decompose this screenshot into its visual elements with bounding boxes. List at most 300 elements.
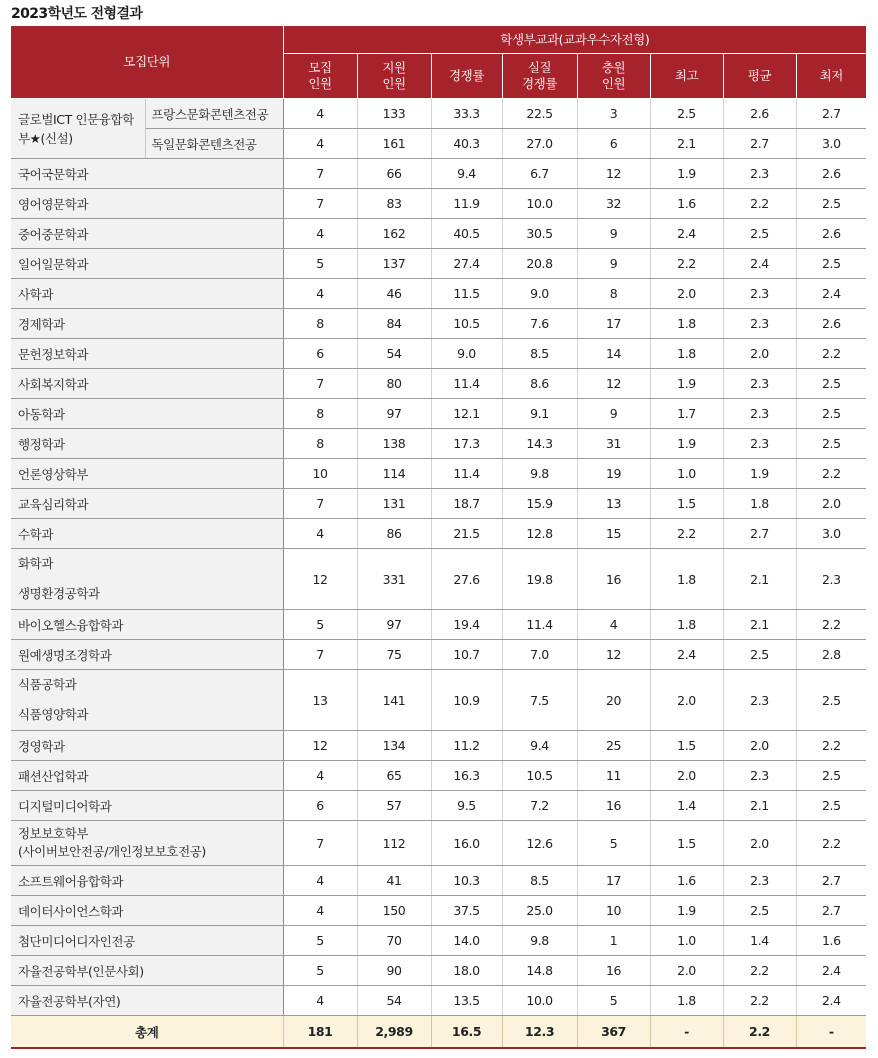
cell-quota: 8 (283, 429, 357, 459)
header-unit: 모집단위 (11, 26, 283, 99)
cell-ratio: 27.6 (431, 549, 502, 610)
cell-average: 2.2 (723, 1016, 796, 1049)
cell-average: 1.4 (723, 926, 796, 956)
cell-lowest: 2.6 (796, 309, 866, 339)
cell-average: 2.3 (723, 429, 796, 459)
cell-ratio: 13.5 (431, 986, 502, 1016)
unit-name: 화학과 (18, 556, 54, 571)
cell-ratio: 9.0 (431, 339, 502, 369)
cell-average: 2.3 (723, 399, 796, 429)
cell-lowest: 2.5 (796, 189, 866, 219)
unit-name: 첨단미디어디자인전공 (11, 926, 283, 956)
unit-name: 식품공학과 (18, 677, 77, 692)
cell-real-ratio: 9.8 (502, 459, 577, 489)
cell-quota: 13 (283, 670, 357, 731)
cell-additional: 10 (577, 896, 650, 926)
group-name: 글로벌ICT 인문융합학부★(신설) (11, 99, 145, 159)
cell-real-ratio: 10.0 (502, 189, 577, 219)
table-row (11, 610, 866, 640)
unit-name: 원예생명조경학과 (11, 640, 283, 670)
cell-real-ratio: 14.8 (502, 956, 577, 986)
cell-ratio: 14.0 (431, 926, 502, 956)
cell-additional: 1 (577, 926, 650, 956)
cell-real-ratio: 8.6 (502, 369, 577, 399)
unit-name: 패션산업학과 (11, 761, 283, 791)
cell-ratio: 40.5 (431, 219, 502, 249)
unit-name-merged (11, 549, 283, 610)
cell-quota: 7 (283, 189, 357, 219)
table-row (11, 926, 866, 956)
cell-average: 2.0 (723, 339, 796, 369)
cell-lowest: 2.2 (796, 731, 866, 761)
cell-quota: 4 (283, 519, 357, 549)
cell-highest: 2.0 (650, 956, 723, 986)
cell-ratio: 18.0 (431, 956, 502, 986)
table-row (11, 459, 866, 489)
cell-additional: 32 (577, 189, 650, 219)
cell-highest: 2.5 (650, 99, 723, 129)
cell-average: 2.3 (723, 159, 796, 189)
cell-real-ratio: 15.9 (502, 489, 577, 519)
cell-quota: 7 (283, 821, 357, 866)
table-row (11, 399, 866, 429)
cell-ratio: 11.4 (431, 459, 502, 489)
cell-additional: 6 (577, 129, 650, 159)
major-name: 독일문화콘텐츠전공 (145, 129, 283, 159)
table-row (11, 309, 866, 339)
cell-applicants: 141 (357, 670, 431, 731)
cell-ratio: 11.5 (431, 279, 502, 309)
cell-ratio: 16.5 (431, 1016, 502, 1049)
cell-real-ratio: 30.5 (502, 219, 577, 249)
cell-real-ratio: 20.8 (502, 249, 577, 279)
page-title: 2023학년도 전형결과 (11, 6, 143, 22)
unit-name: 사학과 (11, 279, 283, 309)
cell-quota: 4 (283, 986, 357, 1016)
cell-average: 2.7 (723, 519, 796, 549)
cell-additional: 12 (577, 640, 650, 670)
cell-average: 2.3 (723, 369, 796, 399)
table-row (11, 99, 866, 129)
cell-applicants: 138 (357, 429, 431, 459)
cell-ratio: 40.3 (431, 129, 502, 159)
cell-lowest: 2.2 (796, 821, 866, 866)
cell-lowest: 2.5 (796, 369, 866, 399)
cell-highest: 1.0 (650, 459, 723, 489)
header-col-real-ratio: 실질 경쟁률 (502, 54, 577, 99)
unit-name: 정보보호학부 (사이버보안전공/개인정보보호전공) (11, 821, 283, 866)
cell-quota: 4 (283, 279, 357, 309)
unit-name: 문헌정보학과 (11, 339, 283, 369)
cell-ratio: 21.5 (431, 519, 502, 549)
cell-applicants: 41 (357, 866, 431, 896)
cell-applicants: 331 (357, 549, 431, 610)
cell-quota: 8 (283, 399, 357, 429)
cell-additional: 15 (577, 519, 650, 549)
major-name: 프랑스문화콘텐츠전공 (145, 99, 283, 129)
table-row (11, 866, 866, 896)
cell-ratio: 10.3 (431, 866, 502, 896)
cell-additional: 16 (577, 956, 650, 986)
cell-applicants: 97 (357, 399, 431, 429)
cell-highest: 2.4 (650, 219, 723, 249)
cell-quota: 5 (283, 956, 357, 986)
cell-applicants: 161 (357, 129, 431, 159)
table-row (11, 821, 866, 866)
cell-quota: 12 (283, 731, 357, 761)
unit-name: 소프트웨어융합학과 (11, 866, 283, 896)
cell-ratio: 10.5 (431, 309, 502, 339)
unit-name: 디지털미디어학과 (11, 791, 283, 821)
table-row (11, 339, 866, 369)
cell-additional: 19 (577, 459, 650, 489)
cell-real-ratio: 19.8 (502, 549, 577, 610)
cell-average: 2.7 (723, 129, 796, 159)
cell-real-ratio: 9.1 (502, 399, 577, 429)
cell-average: 2.3 (723, 761, 796, 791)
cell-quota: 6 (283, 339, 357, 369)
cell-real-ratio: 10.5 (502, 761, 577, 791)
cell-average: 2.3 (723, 309, 796, 339)
cell-applicants: 57 (357, 791, 431, 821)
unit-name: 사회복지학과 (11, 369, 283, 399)
unit-name-merged (11, 670, 283, 731)
unit-name: 데이터사이언스학과 (11, 896, 283, 926)
cell-lowest: 3.0 (796, 129, 866, 159)
cell-additional: 20 (577, 670, 650, 731)
cell-average: 2.6 (723, 99, 796, 129)
cell-average: 2.1 (723, 549, 796, 610)
cell-quota: 4 (283, 761, 357, 791)
cell-highest: 2.2 (650, 519, 723, 549)
cell-highest: 1.9 (650, 896, 723, 926)
header-col-quota: 모집 인원 (283, 54, 357, 99)
cell-average: 2.5 (723, 219, 796, 249)
cell-applicants: 131 (357, 489, 431, 519)
cell-quota: 7 (283, 159, 357, 189)
header-col-applicants: 지원 인원 (357, 54, 431, 99)
cell-average: 2.1 (723, 610, 796, 640)
cell-highest: 2.0 (650, 761, 723, 791)
cell-highest: 1.7 (650, 399, 723, 429)
cell-ratio: 11.4 (431, 369, 502, 399)
cell-applicants: 134 (357, 731, 431, 761)
unit-name: 수학과 (11, 519, 283, 549)
table-row (11, 731, 866, 761)
cell-additional: 4 (577, 610, 650, 640)
cell-highest: 1.8 (650, 339, 723, 369)
cell-applicants: 54 (357, 339, 431, 369)
cell-lowest: 2.3 (796, 549, 866, 610)
cell-applicants: 97 (357, 610, 431, 640)
cell-average: 2.5 (723, 896, 796, 926)
cell-real-ratio: 14.3 (502, 429, 577, 459)
cell-ratio: 37.5 (431, 896, 502, 926)
total-label: 총계 (11, 1016, 283, 1049)
cell-lowest: 2.2 (796, 610, 866, 640)
unit-name: 생명환경공학과 (18, 586, 100, 601)
cell-applicants: 65 (357, 761, 431, 791)
cell-highest: 1.9 (650, 429, 723, 459)
cell-ratio: 11.9 (431, 189, 502, 219)
cell-average: 1.9 (723, 459, 796, 489)
cell-real-ratio: 8.5 (502, 339, 577, 369)
cell-highest: 1.8 (650, 549, 723, 610)
cell-average: 2.2 (723, 189, 796, 219)
unit-name: 중어중문학과 (11, 219, 283, 249)
cell-real-ratio: 27.0 (502, 129, 577, 159)
header-group: 학생부교과(교과우수자전형) (283, 26, 866, 54)
cell-quota: 10 (283, 459, 357, 489)
cell-lowest: 2.2 (796, 459, 866, 489)
cell-highest: 1.8 (650, 309, 723, 339)
cell-highest: 2.1 (650, 129, 723, 159)
unit-name: 식품영양학과 (18, 707, 89, 722)
cell-additional: 16 (577, 549, 650, 610)
cell-additional: 5 (577, 821, 650, 866)
cell-real-ratio: 9.8 (502, 926, 577, 956)
table-row (11, 956, 866, 986)
cell-additional: 367 (577, 1016, 650, 1049)
cell-lowest: 2.5 (796, 791, 866, 821)
cell-additional: 5 (577, 986, 650, 1016)
cell-quota: 5 (283, 249, 357, 279)
cell-lowest: 2.2 (796, 339, 866, 369)
cell-lowest: 2.5 (796, 429, 866, 459)
cell-real-ratio: 7.6 (502, 309, 577, 339)
cell-applicants: 86 (357, 519, 431, 549)
cell-ratio: 12.1 (431, 399, 502, 429)
cell-highest: 1.4 (650, 791, 723, 821)
cell-additional: 12 (577, 369, 650, 399)
cell-ratio: 17.3 (431, 429, 502, 459)
cell-lowest: 2.7 (796, 896, 866, 926)
cell-quota: 4 (283, 219, 357, 249)
unit-name: 경제학과 (11, 309, 283, 339)
cell-lowest: 2.7 (796, 99, 866, 129)
cell-highest: 1.5 (650, 731, 723, 761)
unit-name: 언론영상학부 (11, 459, 283, 489)
cell-highest: 2.0 (650, 670, 723, 731)
cell-applicants: 66 (357, 159, 431, 189)
cell-real-ratio: 7.5 (502, 670, 577, 731)
cell-highest: 1.8 (650, 610, 723, 640)
cell-ratio: 9.5 (431, 791, 502, 821)
cell-ratio: 16.3 (431, 761, 502, 791)
cell-real-ratio: 25.0 (502, 896, 577, 926)
cell-quota: 6 (283, 791, 357, 821)
unit-name: 영어영문학과 (11, 189, 283, 219)
cell-ratio: 18.7 (431, 489, 502, 519)
cell-quota: 8 (283, 309, 357, 339)
cell-average: 2.2 (723, 956, 796, 986)
cell-additional: 25 (577, 731, 650, 761)
cell-ratio: 16.0 (431, 821, 502, 866)
cell-applicants: 54 (357, 986, 431, 1016)
table-row (11, 896, 866, 926)
cell-lowest: 2.5 (796, 761, 866, 791)
unit-name: 국어국문학과 (11, 159, 283, 189)
header-col-highest: 최고 (650, 54, 723, 99)
cell-additional: 14 (577, 339, 650, 369)
cell-applicants: 114 (357, 459, 431, 489)
unit-name: 경영학과 (11, 731, 283, 761)
cell-quota: 7 (283, 640, 357, 670)
table-row (11, 986, 866, 1016)
cell-average: 2.3 (723, 279, 796, 309)
cell-applicants: 83 (357, 189, 431, 219)
table-row (11, 519, 866, 549)
cell-applicants: 162 (357, 219, 431, 249)
cell-real-ratio: 12.3 (502, 1016, 577, 1049)
cell-ratio: 19.4 (431, 610, 502, 640)
table-row (11, 279, 866, 309)
cell-quota: 12 (283, 549, 357, 610)
cell-additional: 9 (577, 219, 650, 249)
cell-applicants: 133 (357, 99, 431, 129)
cell-applicants: 46 (357, 279, 431, 309)
cell-quota: 7 (283, 369, 357, 399)
cell-real-ratio: 9.4 (502, 731, 577, 761)
cell-average: 2.2 (723, 986, 796, 1016)
cell-applicants: 80 (357, 369, 431, 399)
cell-applicants: 2,989 (357, 1016, 431, 1049)
cell-ratio: 33.3 (431, 99, 502, 129)
cell-applicants: 84 (357, 309, 431, 339)
cell-real-ratio: 9.0 (502, 279, 577, 309)
unit-name: 바이오헬스융합학과 (11, 610, 283, 640)
cell-applicants: 70 (357, 926, 431, 956)
cell-highest: 1.9 (650, 369, 723, 399)
cell-highest: 2.0 (650, 279, 723, 309)
table-row (11, 219, 866, 249)
cell-real-ratio: 11.4 (502, 610, 577, 640)
table-row (11, 640, 866, 670)
cell-average: 2.4 (723, 249, 796, 279)
cell-highest: 1.8 (650, 986, 723, 1016)
cell-real-ratio: 22.5 (502, 99, 577, 129)
cell-lowest: 1.6 (796, 926, 866, 956)
cell-quota: 5 (283, 610, 357, 640)
cell-highest: 1.5 (650, 821, 723, 866)
cell-applicants: 75 (357, 640, 431, 670)
unit-name: 일어일문학과 (11, 249, 283, 279)
cell-average: 2.1 (723, 791, 796, 821)
cell-ratio: 10.9 (431, 670, 502, 731)
cell-quota: 4 (283, 99, 357, 129)
cell-lowest: 2.5 (796, 670, 866, 731)
cell-quota: 5 (283, 926, 357, 956)
cell-lowest: - (796, 1016, 866, 1049)
cell-additional: 8 (577, 279, 650, 309)
cell-lowest: 2.4 (796, 986, 866, 1016)
cell-additional: 9 (577, 249, 650, 279)
cell-additional: 13 (577, 489, 650, 519)
unit-name: 자율전공학부(인문사회) (11, 956, 283, 986)
cell-lowest: 2.8 (796, 640, 866, 670)
cell-lowest: 2.5 (796, 399, 866, 429)
cell-ratio: 27.4 (431, 249, 502, 279)
cell-additional: 16 (577, 791, 650, 821)
table-row (11, 429, 866, 459)
table-row (11, 189, 866, 219)
unit-name: 행정학과 (11, 429, 283, 459)
cell-lowest: 2.4 (796, 279, 866, 309)
cell-ratio: 11.2 (431, 731, 502, 761)
table-row (11, 159, 866, 189)
unit-name: 아동학과 (11, 399, 283, 429)
cell-lowest: 2.6 (796, 219, 866, 249)
table-row (11, 489, 866, 519)
cell-applicants: 90 (357, 956, 431, 986)
cell-ratio: 9.4 (431, 159, 502, 189)
cell-real-ratio: 7.0 (502, 640, 577, 670)
cell-lowest: 3.0 (796, 519, 866, 549)
header-col-lowest: 최저 (796, 54, 866, 99)
cell-highest: 1.6 (650, 866, 723, 896)
cell-quota: 181 (283, 1016, 357, 1049)
cell-quota: 4 (283, 866, 357, 896)
cell-additional: 31 (577, 429, 650, 459)
cell-highest: 2.2 (650, 249, 723, 279)
results-body (11, 99, 866, 1049)
cell-average: 2.0 (723, 821, 796, 866)
cell-additional: 17 (577, 866, 650, 896)
cell-lowest: 2.0 (796, 489, 866, 519)
cell-quota: 7 (283, 489, 357, 519)
cell-lowest: 2.7 (796, 866, 866, 896)
cell-real-ratio: 8.5 (502, 866, 577, 896)
cell-additional: 11 (577, 761, 650, 791)
table-row (11, 761, 866, 791)
header-col-additional: 충원 인원 (577, 54, 650, 99)
results-table (11, 26, 866, 1049)
cell-average: 2.3 (723, 670, 796, 731)
unit-name: 자율전공학부(자연) (11, 986, 283, 1016)
cell-real-ratio: 10.0 (502, 986, 577, 1016)
cell-real-ratio: 12.6 (502, 821, 577, 866)
cell-highest: 1.5 (650, 489, 723, 519)
header-col-average: 평균 (723, 54, 796, 99)
table-row (11, 791, 866, 821)
cell-lowest: 2.5 (796, 249, 866, 279)
cell-highest: 1.0 (650, 926, 723, 956)
table-row (11, 369, 866, 399)
cell-highest: 1.6 (650, 189, 723, 219)
cell-additional: 3 (577, 99, 650, 129)
cell-additional: 9 (577, 399, 650, 429)
cell-additional: 12 (577, 159, 650, 189)
cell-average: 2.0 (723, 731, 796, 761)
table-row (11, 1016, 866, 1049)
cell-lowest: 2.6 (796, 159, 866, 189)
cell-quota: 4 (283, 896, 357, 926)
cell-real-ratio: 12.8 (502, 519, 577, 549)
cell-applicants: 137 (357, 249, 431, 279)
cell-real-ratio: 6.7 (502, 159, 577, 189)
cell-quota: 4 (283, 129, 357, 159)
cell-applicants: 112 (357, 821, 431, 866)
table-row (11, 249, 866, 279)
cell-average: 2.5 (723, 640, 796, 670)
cell-real-ratio: 7.2 (502, 791, 577, 821)
header-col-ratio: 경쟁률 (431, 54, 502, 99)
cell-highest: 1.9 (650, 159, 723, 189)
cell-average: 2.3 (723, 866, 796, 896)
unit-name: 교육심리학과 (11, 489, 283, 519)
cell-highest: - (650, 1016, 723, 1049)
cell-lowest: 2.4 (796, 956, 866, 986)
